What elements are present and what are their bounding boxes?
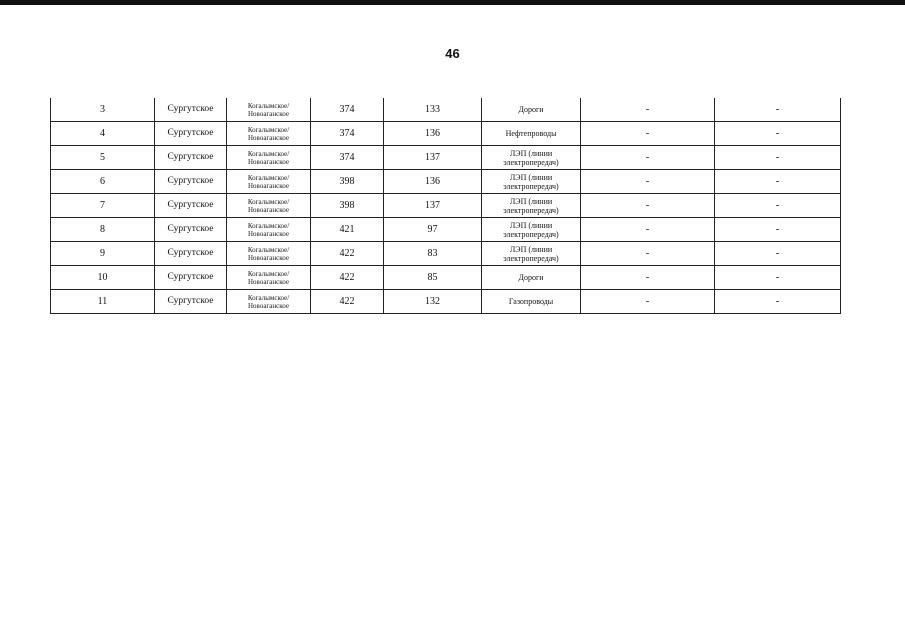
page-number: 46 [445,46,460,61]
table-row [51,218,841,242]
area-cell: Когалымское/ Новоаганское [227,98,311,122]
row-number-cell: 5 [51,146,155,170]
area-cell: Когалымское/ Новоаганское [227,194,311,218]
table-row [51,146,841,170]
object-cell: Газопроводы [482,290,581,314]
row-number-cell: 9 [51,242,155,266]
quarter-cell: 374 [311,146,384,170]
object-cell: ЛЭП (линии электропередач) [482,242,581,266]
quarter-cell: 398 [311,194,384,218]
col8-cell: - [715,218,841,242]
area-cell: Когалымское/ Новоаганское [227,122,311,146]
quarter-cell: 422 [311,242,384,266]
col7-cell: - [581,218,715,242]
col8-cell: - [715,242,841,266]
col8-cell: - [715,266,841,290]
row-number-cell: 3 [51,98,155,122]
row-number-cell: 4 [51,122,155,146]
object-cell: ЛЭП (линии электропередач) [482,194,581,218]
row-number-cell: 10 [51,266,155,290]
row-number-cell: 7 [51,194,155,218]
plot-cell: 136 [384,170,482,194]
plot-cell: 137 [384,146,482,170]
table-row [51,98,841,122]
area-cell: Когалымское/ Новоаганское [227,218,311,242]
district-cell: Сургутское [155,146,227,170]
col7-cell: - [581,266,715,290]
plot-cell: 133 [384,98,482,122]
district-cell: Сургутское [155,98,227,122]
plot-cell: 85 [384,266,482,290]
col8-cell: - [715,290,841,314]
col7-cell: - [581,194,715,218]
quarter-cell: 374 [311,122,384,146]
area-cell: Когалымское/ Новоаганское [227,290,311,314]
district-cell: Сургутское [155,194,227,218]
plot-cell: 83 [384,242,482,266]
quarter-cell: 398 [311,170,384,194]
col7-cell: - [581,242,715,266]
row-number-cell: 8 [51,218,155,242]
top-rule [0,0,905,5]
table-row [51,194,841,218]
col8-cell: - [715,98,841,122]
col8-cell: - [715,146,841,170]
district-cell: Сургутское [155,122,227,146]
object-cell: ЛЭП (линии электропередач) [482,170,581,194]
col7-cell: - [581,170,715,194]
quarter-cell: 374 [311,98,384,122]
object-cell: Дороги [482,266,581,290]
table-row [51,290,841,314]
area-cell: Когалымское/ Новоаганское [227,170,311,194]
area-cell: Когалымское/ Новоаганское [227,146,311,170]
col7-cell: - [581,98,715,122]
plot-cell: 132 [384,290,482,314]
area-cell: Когалымское/ Новоаганское [227,242,311,266]
district-cell: Сургутское [155,242,227,266]
col8-cell: - [715,170,841,194]
col7-cell: - [581,290,715,314]
data-table [50,98,841,314]
table-row [51,266,841,290]
object-cell: ЛЭП (линии электропередач) [482,146,581,170]
col7-cell: - [581,146,715,170]
quarter-cell: 422 [311,290,384,314]
table-row [51,242,841,266]
table-row [51,122,841,146]
quarter-cell: 421 [311,218,384,242]
area-cell: Когалымское/ Новоаганское [227,266,311,290]
plot-cell: 97 [384,218,482,242]
col8-cell: - [715,194,841,218]
table-row [51,170,841,194]
plot-cell: 137 [384,194,482,218]
row-number-cell: 6 [51,170,155,194]
object-cell: Дороги [482,98,581,122]
district-cell: Сургутское [155,290,227,314]
col7-cell: - [581,122,715,146]
object-cell: Нефтепроводы [482,122,581,146]
district-cell: Сургутское [155,266,227,290]
object-cell: ЛЭП (линии электропередач) [482,218,581,242]
col8-cell: - [715,122,841,146]
quarter-cell: 422 [311,266,384,290]
row-number-cell: 11 [51,290,155,314]
district-cell: Сургутское [155,170,227,194]
district-cell: Сургутское [155,218,227,242]
plot-cell: 136 [384,122,482,146]
